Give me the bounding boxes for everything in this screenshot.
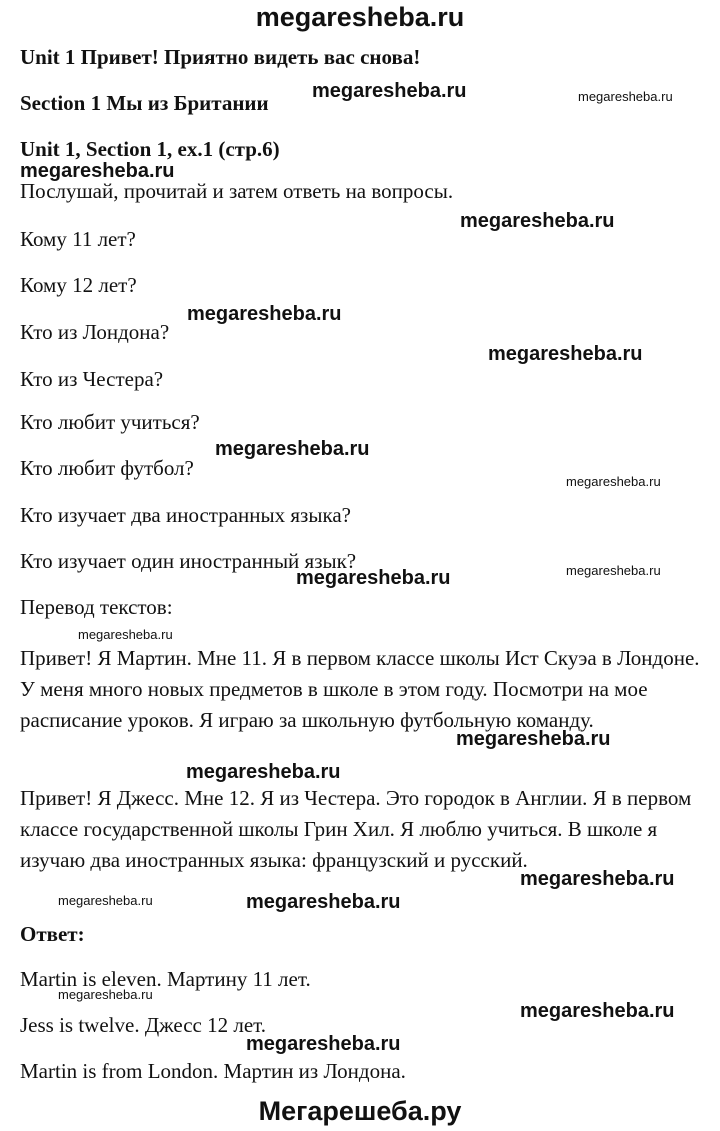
site-footer: Мегарешеба.ру: [258, 1096, 462, 1126]
answer-label: Ответ:: [20, 922, 85, 946]
watermark: megaresheba.ru: [246, 1033, 401, 1055]
question-item: Кто из Лондона?: [20, 320, 170, 344]
watermark: megaresheba.ru: [187, 303, 342, 325]
section-title: Section 1 Мы из Британии: [20, 91, 269, 115]
question-item: Кому 11 лет?: [20, 227, 136, 251]
watermark: megaresheba.ru: [186, 761, 341, 783]
watermark: megaresheba.ru: [520, 868, 675, 890]
unit-title: Unit 1 Привет! Приятно видеть вас снова!: [20, 45, 421, 69]
watermark: megaresheba.ru: [566, 563, 661, 578]
watermark: megaresheba.ru: [566, 474, 661, 489]
translation-label: Перевод текстов:: [20, 595, 173, 619]
exercise-title: Unit 1, Section 1, ex.1 (стр.6): [20, 137, 280, 161]
watermark: megaresheba.ru: [312, 80, 467, 102]
watermark: megaresheba.ru: [460, 210, 615, 232]
watermark: megaresheba.ru: [78, 627, 173, 642]
watermark: megaresheba.ru: [456, 728, 611, 750]
watermark: megaresheba.ru: [488, 343, 643, 365]
question-item: Кто любит футбол?: [20, 456, 194, 480]
instruction-text: Послушай, прочитай и затем ответь на вопросы.: [20, 179, 454, 203]
watermark: megaresheba.ru: [58, 987, 153, 1002]
question-item: Кто изучает два иностранных языка?: [20, 503, 351, 527]
watermark: megaresheba.ru: [215, 438, 370, 460]
translation-paragraph-jess: Привет! Я Джесс. Мне 12. Я из Честера. Это городок в Англии. Я в первом классе государственной школы Грин Хил. Я люблю учиться. В школе я изучаю два иностранных языка: французский и русский.: [20, 786, 692, 872]
question-item: Кому 12 лет?: [20, 273, 137, 297]
question-item: Кто любит учиться?: [20, 410, 200, 434]
answer-item: Jess is twelve. Джесс 12 лет.: [20, 1013, 267, 1037]
site-header: megaresheba.ru: [255, 2, 465, 32]
watermark: megaresheba.ru: [246, 891, 401, 913]
watermark: megaresheba.ru: [296, 567, 451, 589]
watermark: megaresheba.ru: [58, 893, 153, 908]
watermark: megaresheba.ru: [520, 1000, 675, 1022]
question-item: Кто изучает один иностранный язык?: [20, 549, 357, 573]
translation-paragraph-martin: Привет! Я Мартин. Мне 11. Я в первом классе школы Ист Скуэа в Лондоне. У меня много новых предметов в школе в этом году. Посмотри на мое расписание уроков. Я играю за школьную футбольную команду.: [20, 646, 700, 732]
answer-item: Martin is from London. Мартин из Лондона.: [20, 1059, 406, 1083]
watermark: megaresheba.ru: [578, 89, 673, 104]
question-item: Кто из Честера?: [20, 367, 164, 391]
watermark: megaresheba.ru: [20, 160, 175, 182]
answer-item: Martin is eleven. Мартину 11 лет.: [20, 967, 311, 991]
